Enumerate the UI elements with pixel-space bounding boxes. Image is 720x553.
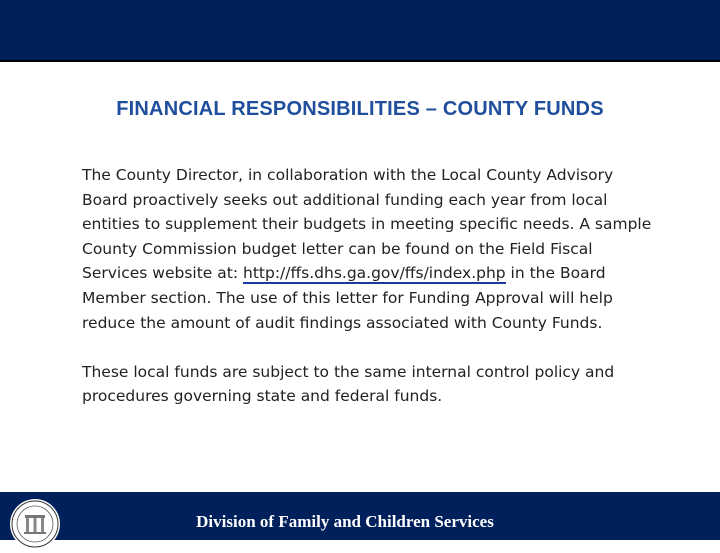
header-bar [0,0,720,62]
body-text [82,163,662,434]
paragraph-2: These local funds are subject to the same internal control policy and procedures governing state and federal funds. [82,362,615,406]
paragraph-1-text-after: in the Board Member section. The use of this letter for Funding Approval will help reduce the amount of audit findings associated with County Funds. [82,264,613,332]
ffs-website-link[interactable]: http://ffs.dhs.ga.gov/ffs/index.php [243,264,506,283]
paragraph-1 [82,163,662,335]
page-title: FINANCIAL RESPONSIBILITIES – COUNTY FUNDS [116,98,604,120]
paragraph-1-text-before: The County Director, in collaboration with the Local County Advisory Board proactively seeks out additional funding each year from local entities to supplement their budgets in meeting specific needs. A sample County Commission budget letter can be found on the Field Fiscal Services website at: [82,166,652,283]
footer-text: Division of Family and Children Services [196,512,494,531]
